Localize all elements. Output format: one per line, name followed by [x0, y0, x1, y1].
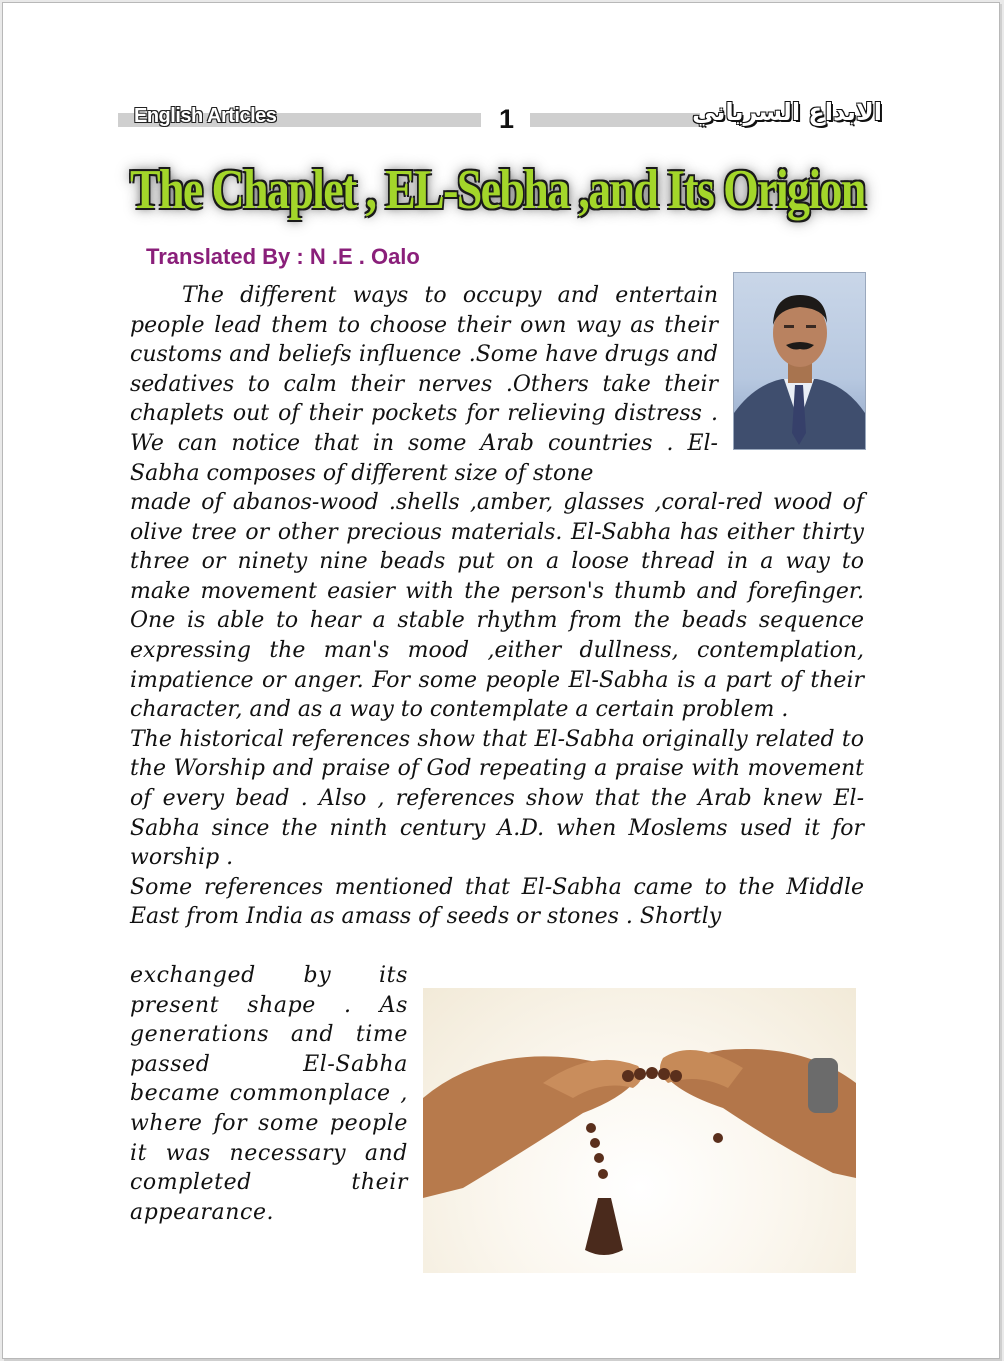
paragraph-intro-text: The different ways to occupy and entertain people lead them to choose their own way as their customs and beliefs influence .Some have drugs and sedatives to calm their nerves .Others take their chaplets out of their pockets for relieving distress . We can notice that in some Arab countries . El-Sabha composes of different size of stone — [130, 283, 718, 486]
hands-illustration — [423, 988, 856, 1273]
paragraph-origin: Some references mentioned that El-Sabha came to the Middle East from India as amass of seeds or stones . Shortly — [130, 874, 864, 930]
portrait-photo — [733, 272, 866, 450]
paragraph-intro — [130, 281, 718, 488]
portrait-illustration — [734, 273, 865, 449]
hands-beads-photo — [423, 988, 856, 1273]
page-number: 1 — [499, 104, 515, 134]
article-title: The Chaplet , EL-Sebha ,and Its Origion — [130, 159, 865, 221]
header-right-bar — [530, 113, 700, 127]
magazine-name-arabic: الابداع السرياني — [692, 98, 882, 126]
paragraph-block-main — [130, 488, 864, 932]
magazine-page — [2, 2, 1000, 1359]
paragraph-closing: exchanged by its present shape . As generations and time passed El-Sabha became commonplace , where for some people it was necessary and completed their appearance. — [130, 963, 408, 1225]
section-label: English Articles — [134, 105, 277, 127]
paragraph-history: The historical references show that El-Sabha originally related to the Worship and praise of God repeating a praise with movement of every bead . Also , references show that the Arab knew El-Sabha since the ninth century A.D. when Moslems used it for worship . — [130, 726, 864, 871]
paragraph-materials: made of abanos-wood .shells ,amber, glasses ,coral-red wood of olive tree or other precious materials. El-Sabha has either thirty three or ninety nine beads put on a loose thread in a way to make movement easier with the person's thumb and forefinger. One is able to hear a stable rhythm from the beads sequence expressing the man's mood ,either dullness, contemplation, impatience or anger. For some people El-Sabha is a part of their character, and as a way to contemplate a certain problem . — [130, 490, 864, 723]
article-byline: Translated By : N .E . Oalo — [146, 244, 420, 269]
